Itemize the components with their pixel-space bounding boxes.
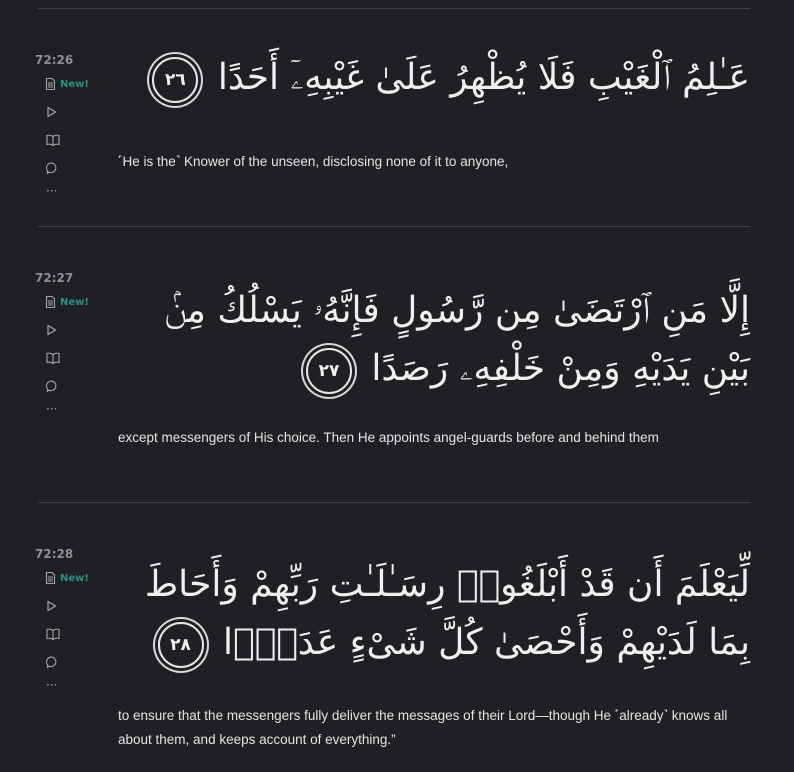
verse-key[interactable]: 72:26 [35, 53, 74, 67]
arabic-text: لِّيَعْلَمَ أَن قَدْ أَبْلَغُوا۟ رِسَـٰلَـٰتِ رَبِّهِمْ وَأَحَاطَ بِمَا لَدَيْهِمْ وَأَحْصَىٰ كُلَّ شَىْءٍ عَدَدًۢا [144, 564, 750, 663]
notes-button[interactable] [45, 295, 105, 309]
play-icon [46, 600, 57, 612]
tafsir-button[interactable] [46, 133, 105, 147]
play-icon [46, 324, 57, 336]
chat-bubble-icon [46, 380, 59, 393]
book-icon [46, 352, 60, 364]
reflect-button[interactable] [46, 655, 105, 669]
new-badge: New! [60, 572, 89, 584]
play-button[interactable] [46, 105, 105, 119]
top-divider [38, 8, 750, 9]
chat-bubble-icon [46, 656, 59, 669]
tafsir-button[interactable] [46, 351, 105, 365]
reflect-button[interactable] [46, 161, 105, 175]
verse-key[interactable]: 72:27 [35, 271, 74, 285]
verse-number-medallion: ٢٦ [152, 57, 198, 103]
document-icon [45, 296, 56, 308]
verse-key[interactable]: 72:28 [35, 547, 74, 561]
verse-actions [35, 546, 105, 692]
book-icon [46, 134, 60, 146]
reflect-button[interactable] [46, 379, 105, 393]
book-icon [46, 628, 60, 640]
more-icon[interactable]: ··· [46, 678, 58, 692]
play-button[interactable] [46, 599, 105, 613]
translation-text: to ensure that the messengers fully deliver the messages of their Lord—though He ˹already˺ knows all about them, and keeps account of everything.” [118, 708, 728, 747]
more-icon[interactable]: ··· [46, 402, 58, 416]
document-icon [45, 572, 56, 584]
arabic-text: إِلَّا مَنِ ٱرْتَضَىٰ مِن رَّسُولٍ فَإِنَّهُۥ يَسْلُكُ مِنۢ بَيْنِ يَدَيْهِ وَمِنْ خَلْفِهِۦ رَصَدًا [164, 290, 750, 389]
verse-number-medallion: ٢٨ [158, 622, 204, 668]
arabic-verse-text [110, 282, 750, 398]
verse-divider [38, 226, 750, 227]
notes-button[interactable] [45, 571, 105, 585]
verse-number-medallion: ٢٧ [306, 348, 352, 394]
new-badge: New! [60, 78, 89, 90]
arabic-text: عَـٰلِمُ ٱلْغَيْبِ فَلَا يُظْهِرُ عَلَىٰ غَيْبِهِۦٓ أَحَدًا [217, 57, 750, 98]
verse-divider [38, 502, 750, 503]
more-icon[interactable]: ··· [46, 184, 58, 198]
new-badge: New! [60, 296, 89, 308]
tafsir-button[interactable] [46, 627, 105, 641]
document-icon [45, 78, 56, 90]
translation-text: ˹He is the˺ Knower of the unseen, disclosing none of it to anyone, [118, 154, 509, 169]
arabic-verse-text [110, 54, 750, 103]
verse-actions [35, 270, 105, 416]
play-button[interactable] [46, 323, 105, 337]
verse-actions [35, 52, 105, 198]
arabic-verse-text [110, 556, 750, 672]
chat-bubble-icon [46, 162, 59, 175]
notes-button[interactable] [45, 77, 105, 91]
translation-text: except messengers of His choice. Then He appoints angel-guards before and behind them [118, 430, 659, 445]
play-icon [46, 106, 57, 118]
